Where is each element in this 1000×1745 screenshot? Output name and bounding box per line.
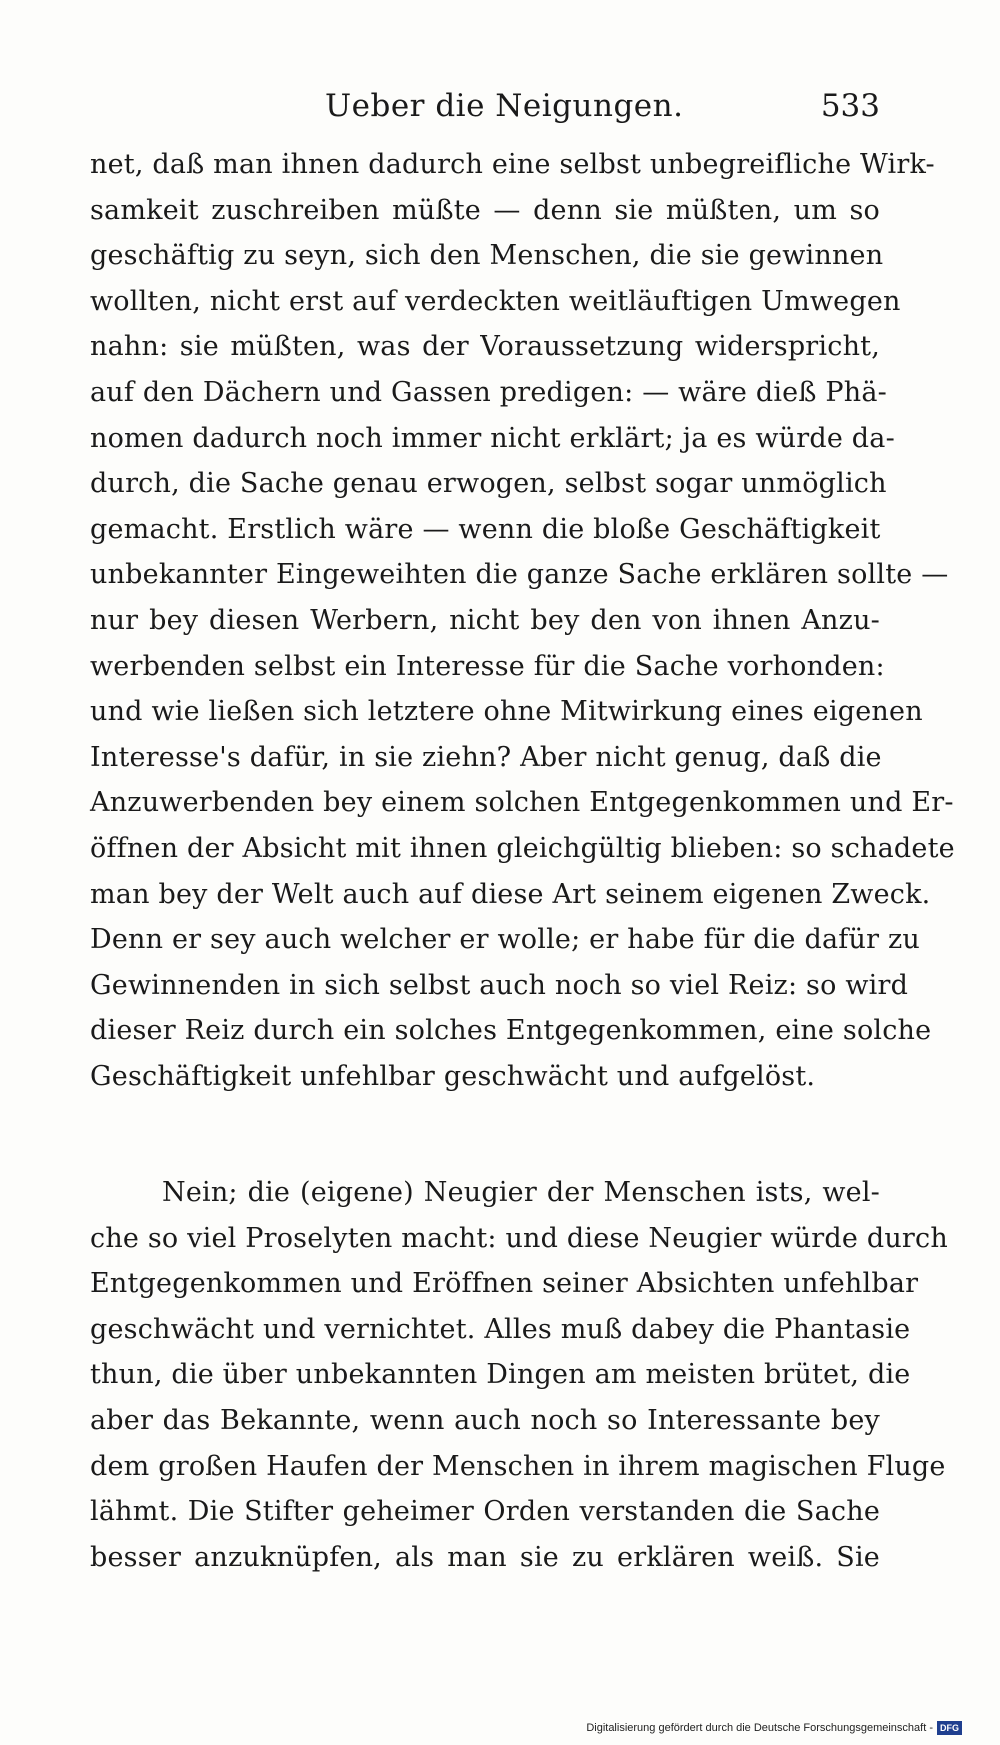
text-line: Gewinnenden in sich selbst auch noch so viel Reiz: so wird [90,969,909,1001]
text-line: Anzuwerbenden bey einem solchen Entgegenkommen und Er- [90,787,954,819]
text-line: gemacht. Erstlich wäre — wenn die bloße Geschäftigkeit [90,513,881,545]
text-line: auf den Dächern und Gassen predigen: — wäre dieß Phä- [90,376,887,408]
paragraph-1 [90,142,955,1099]
text-line: Interesse's dafür, in sie ziehn? Aber nicht genug, daß die [90,741,882,773]
credit-text: Digitalisierung gefördert durch die Deutsche Forschungsgemeinschaft - [586,1722,933,1734]
paragraph-2 [90,1170,948,1580]
page-number: 533 [820,88,880,124]
text-line: che so viel Proselyten macht: und diese Neugier würde durch [90,1222,948,1254]
text-line: werbenden selbst ein Interesse für die Sache vorhonden: [90,650,885,682]
dfg-logo: DFG [937,1721,962,1735]
text-line: Denn er sey auch welcher er wolle; er habe für die dafür zu [90,924,920,956]
digitization-credit [586,1719,962,1737]
text-line: nomen dadurch noch immer nicht erklärt; ja es würde da- [90,422,895,454]
text-line: dem großen Haufen der Menschen in ihrem magischen Fluge [90,1450,946,1482]
text-line: und wie ließen sich letztere ohne Mitwirkung eines eigenen [90,696,923,728]
text-line: dieser Reiz durch ein solches Entgegenkommen, eine solche [90,1015,932,1047]
text-line: samkeit zuschreiben müßte — denn sie müßten, um so [90,194,880,226]
text-line: Nein; die (eigene) Neugier der Menschen ists, wel- [162,1177,880,1208]
text-line: nur bey diesen Werbern, nicht bey den von ihnen Anzu- [90,604,880,636]
text-line: öffnen der Absicht mit ihnen gleichgültig blieben: so schadete [90,832,955,864]
running-title: Ueber die Neigungen. [325,88,684,124]
text-line: wollten, nicht erst auf verdeckten weitläuftigen Umwegen [90,285,901,317]
text-line: durch, die Sache genau erwogen, selbst sogar unmöglich [90,468,887,500]
text-line: nahn: sie müßten, was der Voraussetzung widerspricht, [90,331,880,363]
text-line: Geschäftigkeit unfehlbar geschwächt und aufgelöst. [90,1060,816,1092]
text-line: lähmt. Die Stifter geheimer Orden verstanden die Sache [90,1496,880,1528]
text-line: net, daß man ihnen dadurch eine selbst unbegreifliche Wirk- [90,149,935,180]
text-line: geschäftig zu seyn, sich den Menschen, die sie gewinnen [90,240,884,272]
text-line: geschwächt und vernichtet. Alles muß dabey die Phantasie [90,1313,911,1345]
running-head [90,88,880,128]
text-line: unbekannter Eingeweihten die ganze Sache erklären sollte — [90,559,949,591]
text-line: aber das Bekannte, wenn auch noch so Interessante bey [90,1404,880,1436]
text-line: Entgegenkommen und Eröffnen seiner Absichten unfehlbar [90,1268,919,1300]
text-line: thun, die über unbekannten Dingen am meisten brütet, die [90,1359,911,1391]
text-line: man bey der Welt auch auf diese Art seinem eigenen Zweck. [90,878,931,910]
text-line: besser anzuknüpfen, als man sie zu erklären weiß. Sie [90,1541,880,1573]
